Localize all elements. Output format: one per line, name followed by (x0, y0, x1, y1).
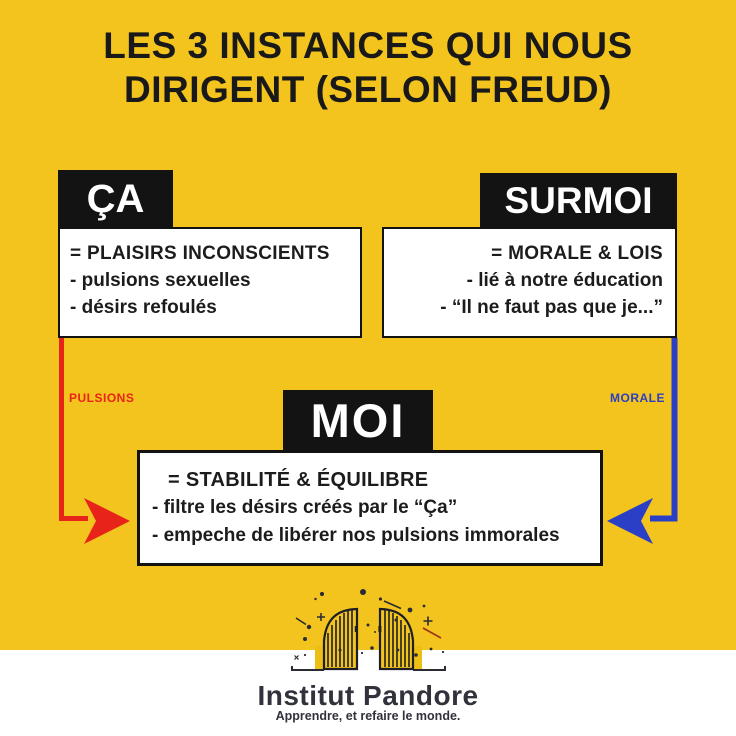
gate-hinge-left (355, 626, 358, 632)
brand-name: Institut Pandore (257, 680, 479, 711)
pandore-gates-logo (280, 572, 460, 680)
gate-hinge-right (378, 626, 381, 632)
pulsions-label: PULSIONS (69, 391, 135, 405)
pulsions-arrowhead (84, 498, 130, 544)
title-line-1: LES 3 INSTANCES QUI NOUS (103, 25, 633, 66)
moi-item: - empeche de libérer nos pulsions immorales (152, 525, 560, 546)
sparkle-comet-red (423, 628, 441, 638)
morale-label: MORALE (610, 391, 665, 405)
ca-header (58, 170, 173, 228)
moi-panel (137, 450, 603, 566)
ca-item: - pulsions sexuelles (70, 270, 251, 291)
surmoi-label: SURMOI (504, 179, 653, 221)
moi-label: MOI (310, 393, 406, 447)
pulsions-arrow-line (62, 338, 89, 519)
surmoi-panel (382, 227, 677, 338)
moi-item: - filtre les désirs créés par le “Ça” (152, 497, 458, 518)
surmoi-header (480, 173, 677, 228)
ca-heading: = PLAISIRS INCONSCIENTS (70, 243, 330, 264)
morale-arrowhead (607, 498, 653, 544)
page-title (0, 24, 736, 112)
surmoi-heading: = MORALE & LOIS (491, 243, 663, 264)
brand-tagline: Apprendre, et refaire le monde. (275, 709, 461, 723)
ca-item: - désirs refoulés (70, 297, 217, 318)
ca-label: ÇA (86, 176, 145, 221)
morale-arrow-line (650, 338, 675, 519)
surmoi-item: - lié à notre éducation (466, 270, 663, 291)
ca-panel (58, 227, 362, 338)
moi-header (283, 390, 433, 450)
title-line-2: DIRIGENT (SELON FREUD) (124, 69, 612, 110)
moi-heading: = STABILITÉ & ÉQUILIBRE (168, 469, 429, 491)
surmoi-item: - “Il ne faut pas que je...” (440, 297, 663, 318)
